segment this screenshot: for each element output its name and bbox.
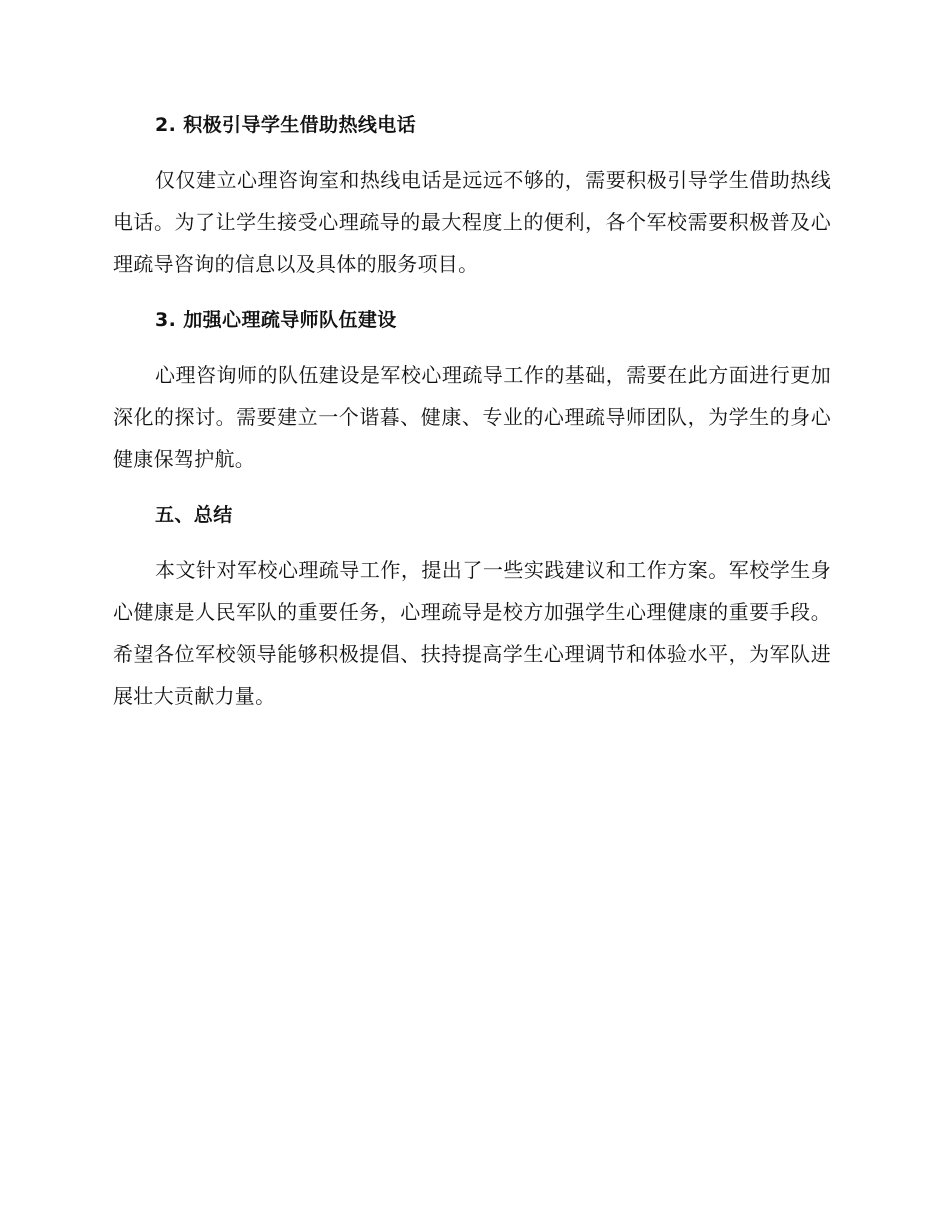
document-body (113, 109, 831, 736)
section-paragraph-hotline: 仅仅建立心理咨询室和热线电话是远远不够的，需要积极引导学生借助热线电话。为了让学生接受心理疏导的最大程度上的便利，各个军校需要积极普及心理疏导咨询的信息以及具体的服务项目。 (113, 168, 831, 276)
section-paragraph-counselor-team: 心理咨询师的队伍建设是军校心理疏导工作的基础，需要在此方面进行更加深化的探讨。需要建立一个谐暮、健康、专业的心理疏导师团队，为学生的身心健康保驾护航。 (113, 363, 831, 471)
section-heading-summary: 五、总结 (155, 504, 233, 526)
section-paragraph-summary: 本文针对军校心理疏导工作，提出了一些实践建议和工作方案。军校学生身心健康是人民军队的重要任务，心理疏导是校方加强学生心理健康的重要手段。希望各位军校领导能够积极提倡、扶持提高学生心理调节和体验水平，为军队进展壮大贡献力量。 (113, 558, 831, 708)
section-heading-hotline: 2. 积极引导学生借助热线电话 (155, 114, 417, 136)
section-heading-counselor-team: 3. 加强心理疏导师队伍建设 (155, 309, 397, 331)
